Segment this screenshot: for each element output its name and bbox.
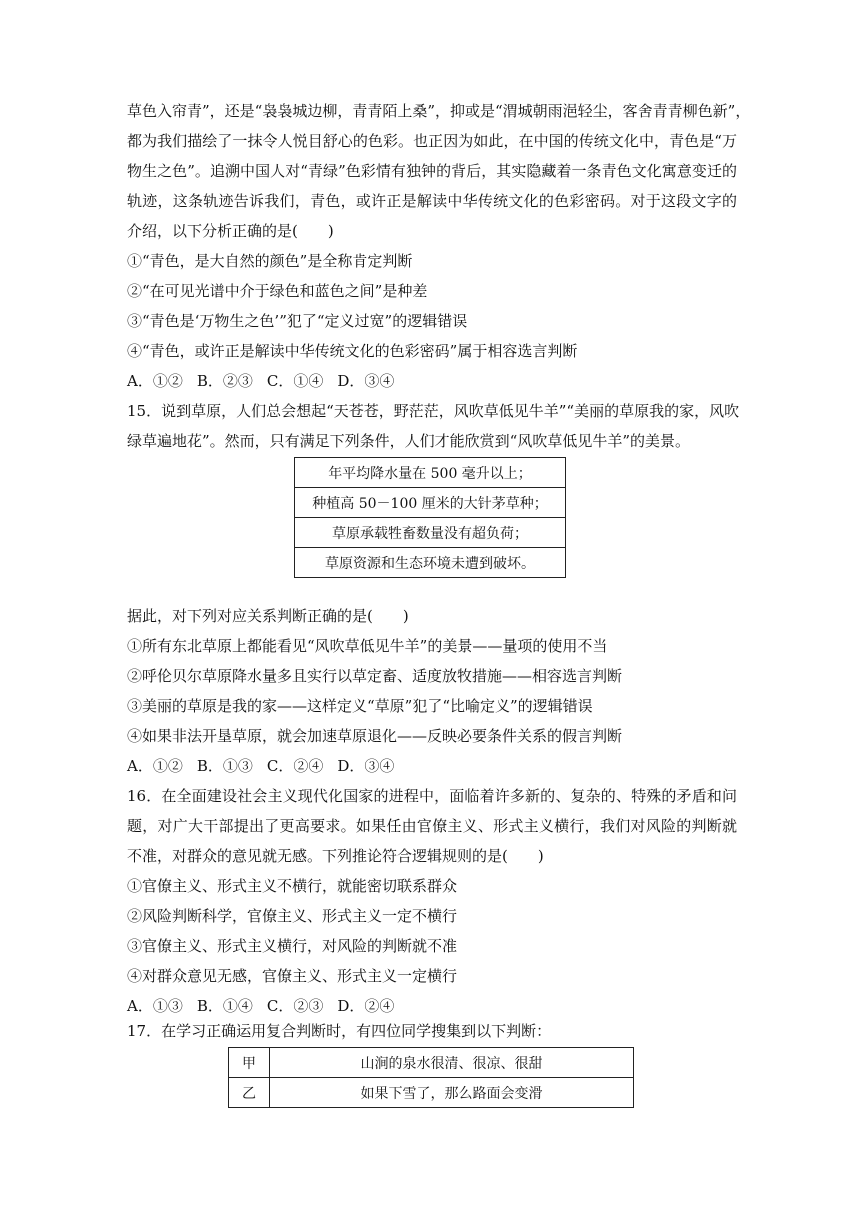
q15-item-1: ①所有东北草原上都能看见“风吹草低见牛羊”的美景——量项的使用不当 (127, 637, 608, 655)
intro-line-1: 草色入帘青”，还是“袅袅城边柳，青青陌上桑”，抑或是“渭城朝雨浥轻尘，客舍青青柳色新”， (127, 102, 751, 120)
q16-options (127, 996, 737, 1016)
q17-row-text: 如果下雪了，那么路面会变滑 (270, 1078, 634, 1108)
q15-item-4: ④如果非法开垦草原，就会加速草原退化——反映必要条件关系的假言判断 (127, 727, 623, 745)
q15-option-c: C．②④ (266, 757, 324, 775)
intro-item-3: ③“青色是‘万物生之色’”犯了“定义过宽”的逻辑错误 (127, 312, 468, 330)
q15-item-3: ③美丽的草原是我的家——这样定义“草原”犯了“比喻定义”的逻辑错误 (127, 697, 593, 715)
q16-item-3: ③官僚主义、形式主义横行，对风险的判断就不准 (127, 937, 458, 955)
intro-line-3: 物生之色”。追溯中国人对“青绿”色彩情有独钟的背后，其实隐藏着一条青色文化寓意变迁的 (127, 162, 737, 180)
intro-item-4: ④“青色，或许正是解读中华传统文化的色彩密码”属于相容选言判断 (127, 342, 578, 360)
table-row (229, 1048, 634, 1078)
q16-item-2: ②风险判断科学，官僚主义、形式主义一定不横行 (127, 907, 458, 925)
q16-line-3: 不准，对群众的意见就无感。下列推论符合逻辑规则的是( ) (127, 847, 544, 865)
q17-judgement-table (228, 1047, 634, 1108)
intro-item-1: ①“青色，是大自然的颜色”是全称肯定判断 (127, 252, 413, 270)
q16-option-c: C．②③ (266, 997, 324, 1015)
q17-row-label: 乙 (229, 1078, 270, 1108)
q15-line-2: 绿草遍地花”。然而，只有满足下列条件，人们才能欣赏到“风吹草低见牛羊”的美景。 (127, 432, 691, 450)
q15-condition-3: 草原承载牲畜数量没有超负荷； (295, 518, 566, 548)
intro-line-5: 介绍，以下分析正确的是( ) (127, 222, 334, 240)
intro-option-a: A．①② (127, 372, 183, 390)
q15-conditions-table (294, 457, 566, 578)
q16-option-b: B．①④ (196, 997, 253, 1015)
intro-option-d: D．③④ (337, 372, 395, 390)
intro-option-c: C．①④ (266, 372, 324, 390)
q15-condition-4: 草原资源和生态环境未遭到破坏。 (295, 548, 566, 578)
q16-item-4: ④对群众意见无感，官僚主义、形式主义一定横行 (127, 967, 458, 985)
q16-line-2: 题，对广大干部提出了更高要求。如果任由官僚主义、形式主义横行，我们对风险的判断就 (127, 817, 737, 835)
q15-option-a: A．①② (127, 757, 183, 775)
intro-item-2: ②“在可见光谱中介于绿色和蓝色之间”是种差 (127, 282, 428, 300)
q17-row-label: 甲 (229, 1048, 270, 1078)
q16-line-1: 16．在全面建设社会主义现代化国家的进程中，面临着许多新的、复杂的、特殊的矛盾和问 (127, 787, 737, 805)
q15-question: 据此，对下列对应关系判断正确的是( ) (127, 607, 409, 625)
q17-row-text: 山涧的泉水很清、很凉、很甜 (270, 1048, 634, 1078)
q16-item-1: ①官僚主义、形式主义不横行，就能密切联系群众 (127, 877, 458, 895)
intro-line-2: 都为我们描绘了一抹令人悦目舒心的色彩。也正因为如此，在中国的传统文化中，青色是“万 (127, 132, 737, 150)
q15-line-1: 15．说到草原，人们总会想起“天苍苍，野茫茫，风吹草低见牛羊”“美丽的草原我的家，风吹 (127, 402, 740, 420)
q15-option-d: D．③④ (337, 757, 395, 775)
table-row (229, 1078, 634, 1108)
intro-options (127, 371, 737, 391)
intro-option-b: B．②③ (196, 372, 253, 390)
q17-line-1: 17．在学习正确运用复合判断时，有四位同学搜集到以下判断： (127, 1022, 552, 1040)
q15-condition-1: 年平均降水量在 500 毫升以上； (295, 458, 566, 488)
q15-condition-2: 种植高 50－100 厘米的大针茅草种； (295, 488, 566, 518)
q16-option-a: A．①③ (127, 997, 183, 1015)
intro-line-4: 轨迹，这条轨迹告诉我们，青色，或许正是解读中华传统文化的色彩密码。对于这段文字的 (127, 192, 737, 210)
q15-options (127, 756, 737, 776)
q15-option-b: B．①③ (196, 757, 253, 775)
q16-option-d: D．②④ (337, 997, 395, 1015)
q15-item-2: ②呼伦贝尔草原降水量多且实行以草定畜、适度放牧措施——相容选言判断 (127, 667, 623, 685)
